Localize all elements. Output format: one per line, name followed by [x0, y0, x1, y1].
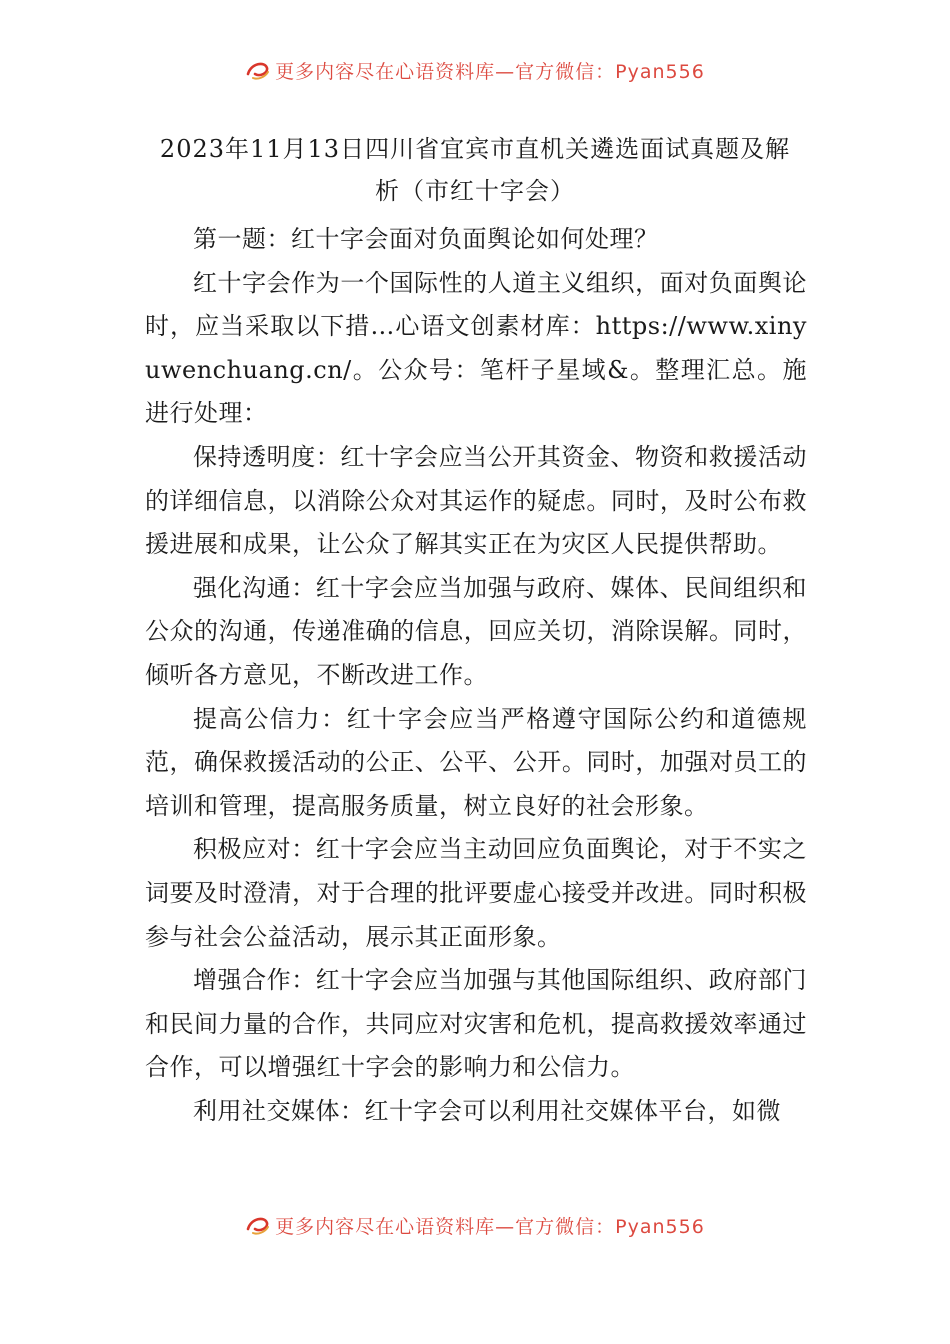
- title-line-1: 2023年11月13日四川省宜宾市直机关遴选面试真题及解: [159, 135, 791, 163]
- question-heading: 第一题：红十字会面对负面舆论如何处理？: [193, 225, 659, 253]
- document-title: [130, 128, 820, 212]
- footer-banner-text: 更多内容尽在心语资料库—官方微信：Pyan556: [275, 1215, 705, 1238]
- paragraph-communication: 强化沟通：红十字会应当加强与政府、媒体、民间组织和公众的沟通，传递准确的信息，回应关切，消除误解。同时，倾听各方意见，不断改进工作。: [145, 573, 807, 689]
- header-banner: [0, 56, 950, 84]
- swirl-logo-icon: [245, 59, 271, 81]
- paragraph-cooperation: 增强合作：红十字会应当加强与其他国际组织、政府部门和民间力量的合作，共同应对灾害和危机，提高救援效率通过合作，可以增强红十字会的影响力和公信力。: [145, 966, 807, 1082]
- document-body: [145, 218, 807, 1133]
- paragraph-response: 积极应对：红十字会应当主动回应负面舆论，对于不实之词要及时澄清，对于合理的批评要虚心接受并改进。同时积极参与社会公益活动，展示其正面形象。: [145, 835, 807, 951]
- paragraph-credibility: 提高公信力：红十字会应当严格遵守国际公约和道德规范，确保救援活动的公正、公平、公开。同时，加强对员工的培训和管理，提高服务质量，树立良好的社会形象。: [145, 704, 807, 820]
- paragraph-social-media: 利用社交媒体：红十字会可以利用社交媒体平台，如微: [193, 1096, 781, 1125]
- paragraph-transparency: 保持透明度：红十字会应当公开其资金、物资和救援活动的详细信息，以消除公众对其运作的疑虑。同时，及时公布救援进展和成果，让公众了解其实正在为灾区人民提供帮助。: [145, 442, 807, 559]
- header-banner-text: 更多内容尽在心语资料库—官方微信：Pyan556: [275, 60, 705, 83]
- swirl-logo-icon: [245, 1214, 271, 1236]
- paragraph-intro: 红十字会作为一个国际性的人道主义组织，面对负面舆论时，应当采取以下措…心语文创素材库：https://www.xinyuwenchuang.cn/。公众号：笔杆子星域&。整理汇总。施进行处理：: [145, 268, 807, 428]
- footer-banner: [0, 1211, 950, 1239]
- title-line-2: 析（市红十字会）: [375, 177, 575, 205]
